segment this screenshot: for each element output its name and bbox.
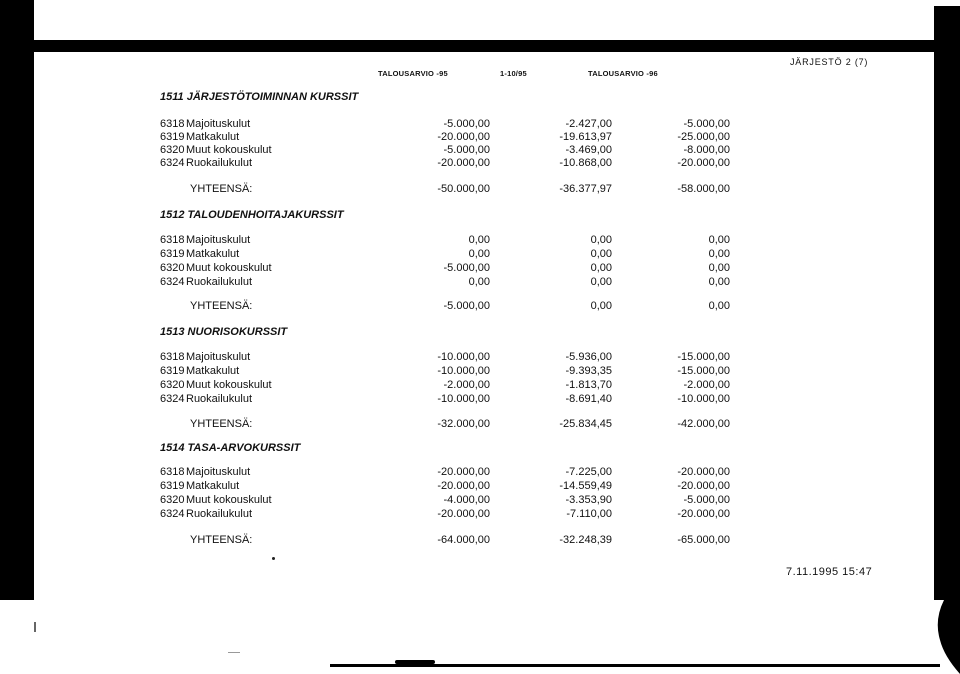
- scan-left-mark: [34, 622, 36, 632]
- account-name: Ruokailukulut: [186, 276, 253, 288]
- budget-95-value: -20.000,00: [437, 131, 490, 143]
- total-budget-96: -65.000,00: [677, 534, 730, 546]
- actual-value: 0,00: [590, 234, 612, 246]
- budget-96-value: -10.000,00: [677, 393, 730, 405]
- total-actual: -32.248,39: [559, 534, 612, 546]
- budget-95-value: -10.000,00: [437, 351, 490, 363]
- total-budget-96: 0,00: [708, 300, 730, 312]
- budget-95-value: 0,00: [468, 276, 490, 288]
- total-label: YHTEENSÄ:: [190, 534, 253, 546]
- account-name: Majoituskulut: [186, 118, 251, 130]
- total-budget-95: -64.000,00: [437, 534, 490, 546]
- budget-96-value: -8.000,00: [683, 144, 730, 156]
- budget-96-value: 0,00: [708, 234, 730, 246]
- table-row: [160, 276, 730, 290]
- account-name: Majoituskulut: [186, 351, 251, 363]
- total-row: [160, 300, 730, 314]
- section-title: 1514 TASA-ARVOKURSSIT: [160, 442, 301, 454]
- section-title: 1512 TALOUDENHOITAJAKURSSIT: [160, 209, 344, 221]
- actual-value: -5.936,00: [565, 351, 612, 363]
- budget-96-value: -20.000,00: [677, 157, 730, 169]
- account-code: 6318: [160, 234, 185, 246]
- budget-96-value: -5.000,00: [683, 494, 730, 506]
- budget-95-value: -10.000,00: [437, 393, 490, 405]
- actual-value: -3.353,90: [565, 494, 612, 506]
- total-actual: 0,00: [590, 300, 612, 312]
- total-row: [160, 183, 730, 197]
- account-name: Matkakulut: [186, 365, 240, 377]
- total-budget-95: -5.000,00: [443, 300, 490, 312]
- account-name: Ruokailukulut: [186, 393, 253, 405]
- print-timestamp: 7.11.1995 15:47: [786, 566, 873, 578]
- account-name: Majoituskulut: [186, 466, 251, 478]
- total-budget-95: -32.000,00: [437, 418, 490, 430]
- account-code: 6320: [160, 494, 185, 506]
- budget-96-value: 0,00: [708, 248, 730, 260]
- actual-value: -14.559,49: [559, 480, 612, 492]
- total-actual: -36.377,97: [559, 183, 612, 195]
- account-code: 6320: [160, 379, 185, 391]
- account-name: Muut kokouskulut: [186, 262, 272, 274]
- column-header-actual-period: 1-10/95: [500, 69, 527, 78]
- budget-95-value: -2.000,00: [443, 379, 490, 391]
- total-label: YHTEENSÄ:: [190, 300, 253, 312]
- actual-value: -1.813,70: [565, 379, 612, 391]
- budget-95-value: 0,00: [468, 248, 490, 260]
- account-code: 6324: [160, 276, 185, 288]
- account-name: Matkakulut: [186, 131, 240, 143]
- column-header-budget-95: TALOUSARVIO -95: [378, 69, 448, 78]
- scan-faint-dash: [228, 652, 240, 653]
- account-name: Muut kokouskulut: [186, 379, 272, 391]
- budget-95-value: -10.000,00: [437, 365, 490, 377]
- scan-edge-curve: [930, 600, 960, 674]
- table-row: [160, 508, 730, 522]
- budget-95-value: -5.000,00: [443, 118, 490, 130]
- scan-rule-top: [20, 40, 940, 52]
- account-name: Ruokailukulut: [186, 157, 253, 169]
- actual-value: -8.691,40: [565, 393, 612, 405]
- total-row: [160, 534, 730, 548]
- actual-value: -7.225,00: [565, 466, 612, 478]
- budget-95-value: -20.000,00: [437, 466, 490, 478]
- account-name: Ruokailukulut: [186, 508, 253, 520]
- section-title: 1511 JÄRJESTÖTOIMINNAN KURSSIT: [160, 91, 359, 103]
- actual-value: 0,00: [590, 262, 612, 274]
- table-row: [160, 379, 730, 393]
- account-code: 6324: [160, 157, 185, 169]
- table-row: [160, 351, 730, 365]
- budget-95-value: -20.000,00: [437, 508, 490, 520]
- account-code: 6324: [160, 508, 185, 520]
- account-code: 6319: [160, 248, 185, 260]
- total-label: YHTEENSÄ:: [190, 418, 253, 430]
- actual-value: -2.427,00: [565, 118, 612, 130]
- table-row: [160, 365, 730, 379]
- budget-96-value: -20.000,00: [677, 480, 730, 492]
- actual-value: -3.469,00: [565, 144, 612, 156]
- actual-value: -9.393,35: [565, 365, 612, 377]
- budget-95-value: 0,00: [468, 234, 490, 246]
- budget-96-value: -5.000,00: [683, 118, 730, 130]
- page-number: JÄRJESTÖ 2 (7): [790, 57, 869, 67]
- budget-95-value: -4.000,00: [443, 494, 490, 506]
- table-row: [160, 118, 730, 132]
- budget-95-value: -20.000,00: [437, 480, 490, 492]
- scan-border-right-gap: [934, 0, 960, 6]
- account-name: Matkakulut: [186, 480, 240, 492]
- scan-border-left: [0, 0, 34, 674]
- account-code: 6319: [160, 365, 185, 377]
- scan-rule-bottom: [330, 664, 940, 667]
- account-code: 6320: [160, 262, 185, 274]
- total-actual: -25.834,45: [559, 418, 612, 430]
- table-row: [160, 466, 730, 480]
- actual-value: 0,00: [590, 276, 612, 288]
- budget-96-value: -15.000,00: [677, 365, 730, 377]
- table-row: [160, 262, 730, 276]
- account-name: Muut kokouskulut: [186, 494, 272, 506]
- total-label: YHTEENSÄ:: [190, 183, 253, 195]
- budget-96-value: 0,00: [708, 262, 730, 274]
- actual-value: -19.613,97: [559, 131, 612, 143]
- budget-96-value: -15.000,00: [677, 351, 730, 363]
- scan-border-top-gap: [34, 0, 934, 40]
- table-row: [160, 144, 730, 158]
- table-row: [160, 234, 730, 248]
- actual-value: 0,00: [590, 248, 612, 260]
- budget-96-value: -2.000,00: [683, 379, 730, 391]
- budget-95-value: -20.000,00: [437, 157, 490, 169]
- table-row: [160, 248, 730, 262]
- scan-mark-bottom: [395, 660, 435, 664]
- table-row: [160, 480, 730, 494]
- budget-96-value: -20.000,00: [677, 466, 730, 478]
- table-row: [160, 131, 730, 145]
- account-code: 6319: [160, 480, 185, 492]
- budget-95-value: -5.000,00: [443, 262, 490, 274]
- account-name: Majoituskulut: [186, 234, 251, 246]
- account-code: 6324: [160, 393, 185, 405]
- account-code: 6319: [160, 131, 185, 143]
- actual-value: -7.110,00: [566, 508, 612, 520]
- account-name: Muut kokouskulut: [186, 144, 272, 156]
- column-header-budget-96: TALOUSARVIO -96: [588, 69, 658, 78]
- account-name: Matkakulut: [186, 248, 240, 260]
- total-row: [160, 418, 730, 432]
- scan-border-right: [934, 0, 960, 674]
- section-title: 1513 NUORISOKURSSIT: [160, 326, 288, 338]
- scan-speck: [272, 557, 275, 560]
- table-row: [160, 494, 730, 508]
- total-budget-96: -42.000,00: [677, 418, 730, 430]
- actual-value: -10.868,00: [559, 157, 612, 169]
- budget-95-value: -5.000,00: [443, 144, 490, 156]
- table-row: [160, 157, 730, 171]
- account-code: 6318: [160, 118, 185, 130]
- account-code: 6318: [160, 351, 185, 363]
- total-budget-95: -50.000,00: [437, 183, 490, 195]
- table-row: [160, 393, 730, 407]
- account-code: 6320: [160, 144, 185, 156]
- budget-96-value: 0,00: [708, 276, 730, 288]
- budget-96-value: -25.000,00: [677, 131, 730, 143]
- budget-96-value: -20.000,00: [677, 508, 730, 520]
- account-code: 6318: [160, 466, 185, 478]
- total-budget-96: -58.000,00: [677, 183, 730, 195]
